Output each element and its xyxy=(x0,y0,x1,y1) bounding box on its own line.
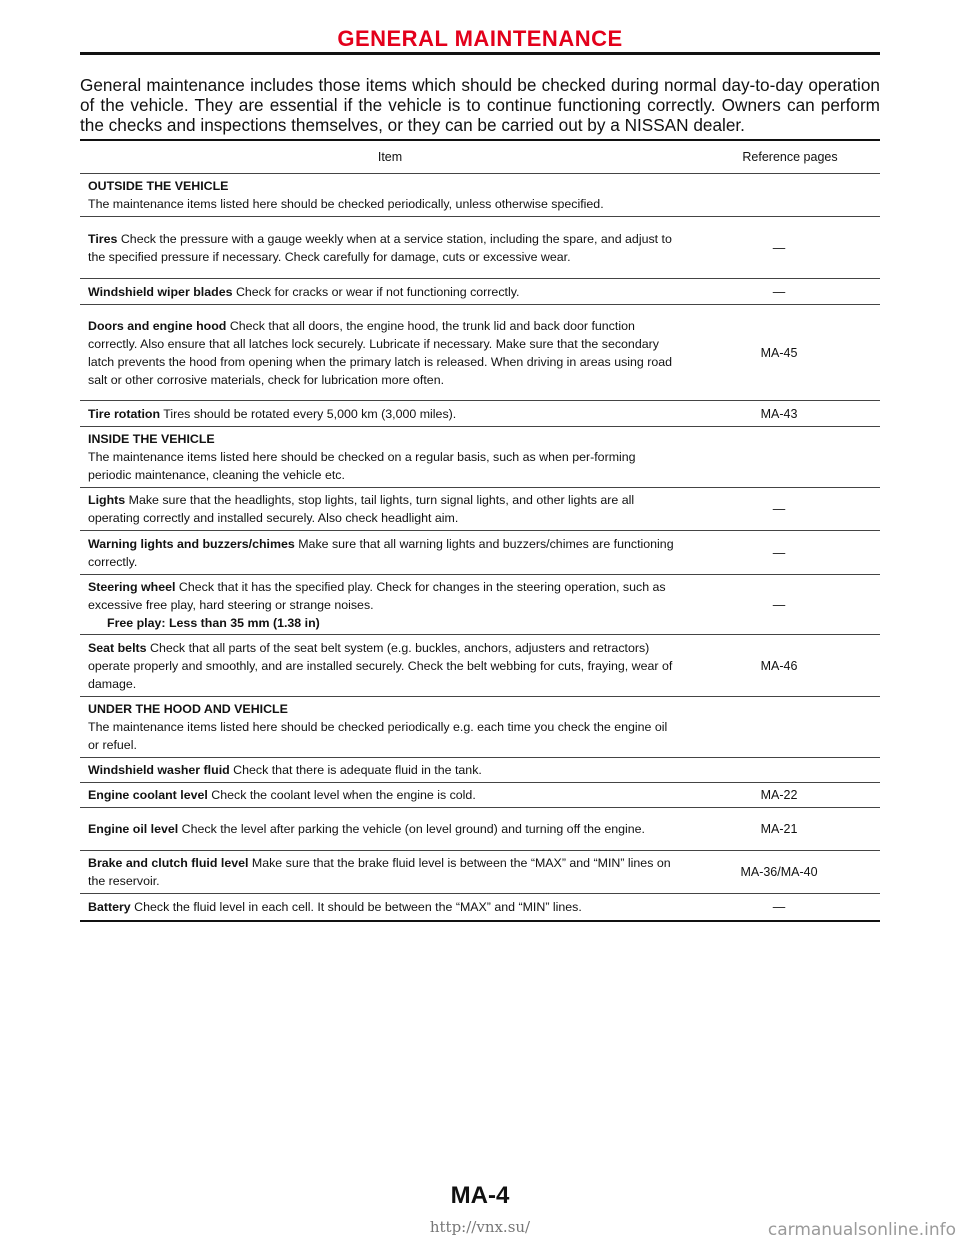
row-label: Windshield wiper blades xyxy=(88,284,233,299)
page-title: GENERAL MAINTENANCE xyxy=(337,26,623,51)
table-row xyxy=(80,427,880,488)
row-item xyxy=(80,177,678,213)
row-label: Engine coolant level xyxy=(88,788,208,802)
table-row xyxy=(80,635,880,697)
row-label: Tires xyxy=(88,231,118,246)
row-label: Battery xyxy=(88,900,131,914)
table-row xyxy=(80,217,880,279)
row-reference: — xyxy=(772,240,786,255)
row-text: Tires should be rotated every 5,000 km (3,000 miles). xyxy=(163,406,457,421)
row-reference: MA-21 xyxy=(760,822,798,836)
row-label: Seat belts xyxy=(88,640,147,655)
row-item xyxy=(80,283,678,301)
row-text: Check that all parts of the seat belt system (e.g. buckles, anchors, adjusters and retractors) operate properly and smoothly, and are installed securely. Check the belt webbing for cuts, fraying, wear of damage. xyxy=(88,640,673,691)
row-reference: MA-46 xyxy=(760,658,798,673)
watermark: carmanualsonline.info xyxy=(767,1220,956,1240)
row-item xyxy=(80,491,678,527)
row-label: Warning lights and buzzers/chimes xyxy=(88,536,295,551)
row-text: Make sure that all warning lights and buzzers/chimes are functioning correctly. xyxy=(88,536,674,569)
row-label: Brake and clutch fluid level xyxy=(88,856,249,870)
row-text: Check the fluid level in each cell. It should be between the “MAX” and “MIN” lines. xyxy=(134,900,582,914)
row-text: Make sure that the headlights, stop lights, tail lights, turn signal lights, and other lights are all operating correctly and installed securely. Also check headlight aim. xyxy=(88,493,635,525)
row-text: The maintenance items listed here should be checked on a regular basis, such as when per-forming periodic maintenance, cleaning the vehicle etc. xyxy=(88,450,636,482)
row-item xyxy=(80,535,678,571)
row-item xyxy=(80,430,678,484)
row-text: The maintenance items listed here should be checked periodically e.g. each time you check the engine oil or refuel. xyxy=(88,720,668,752)
row-item xyxy=(80,700,678,754)
row-reference: — xyxy=(772,502,786,516)
row-reference: — xyxy=(772,545,786,560)
row-reference: MA-43 xyxy=(760,406,798,421)
row-reference: MA-45 xyxy=(760,345,798,360)
row-text: Check the pressure with a gauge weekly when at a service station, including the spare, and adjust to the specified pressure if necessary. Check carefully for damage, cuts or excessive wear. xyxy=(88,231,672,264)
table-row xyxy=(80,758,880,783)
row-text: Check for cracks or wear if not functioning correctly. xyxy=(235,284,520,299)
row-text: Check that it has the specified play. Check for changes in the steering operation, such as excessive free play, hard steering or strange noises. xyxy=(88,579,666,612)
row-item xyxy=(80,405,678,423)
table-row xyxy=(80,697,880,758)
row-label: Tire rotation xyxy=(88,406,161,421)
row-text: Check the level after parking the vehicle (on level ground) and turning off the engine. xyxy=(181,822,645,836)
maintenance-table xyxy=(80,139,880,922)
footer-url-link[interactable]: http://vnx.su/ xyxy=(429,1218,531,1236)
table-header xyxy=(80,141,880,174)
section-heading: OUTSIDE THE VEHICLE xyxy=(88,179,229,193)
row-item xyxy=(80,761,678,779)
row-item xyxy=(80,786,678,804)
row-reference: — xyxy=(772,597,786,612)
table-row xyxy=(80,851,880,894)
row-item xyxy=(80,578,678,632)
table-row xyxy=(80,279,880,305)
row-text: Make sure that the brake fluid level is between the “MAX” and “MIN” lines on the reservoir. xyxy=(88,856,671,888)
row-reference: — xyxy=(772,900,786,914)
row-reference: MA-22 xyxy=(760,788,798,802)
row-text: Check that there is adequate fluid in the tank. xyxy=(233,763,482,777)
column-header-reference: Reference pages xyxy=(742,150,838,164)
section-heading: UNDER THE HOOD AND VEHICLE xyxy=(88,702,288,716)
row-reference: — xyxy=(772,284,786,299)
row-item xyxy=(80,639,678,693)
page-number: MA-4 xyxy=(450,1182,510,1209)
column-header-item: Item xyxy=(377,150,403,164)
row-text: The maintenance items listed here should be checked periodically, unless otherwise specified. xyxy=(88,197,604,211)
intro-paragraph: General maintenance includes those items which should be checked during normal day-to-day operation of the vehicle. They are essential if the vehicle is to continue functioning correctly. Owners can perform the checks and inspections themselves, or they can be carried out by a NISSAN dealer. xyxy=(80,75,880,135)
row-label: Windshield washer fluid xyxy=(88,763,230,777)
row-label: Lights xyxy=(88,493,126,507)
table-row xyxy=(80,575,880,635)
table-row xyxy=(80,488,880,531)
title-divider xyxy=(80,52,880,55)
table-row xyxy=(80,783,880,808)
row-label: Doors and engine hood xyxy=(88,318,227,333)
row-item xyxy=(80,820,678,838)
table-row xyxy=(80,401,880,427)
table-row xyxy=(80,808,880,851)
row-item xyxy=(80,854,678,890)
table-row xyxy=(80,305,880,401)
free-play-spec: Free play: Less than 35 mm (1.38 in) xyxy=(107,615,320,630)
table-row xyxy=(80,894,880,922)
section-heading: INSIDE THE VEHICLE xyxy=(88,432,215,446)
table-row xyxy=(80,174,880,217)
table-row xyxy=(80,531,880,575)
row-reference: MA-36/MA-40 xyxy=(740,865,818,879)
row-item xyxy=(80,230,678,266)
row-text: Check that all doors, the engine hood, the trunk lid and back door function correctly. Also ensure that all latches lock securely. Lubricate if necessary. Make sure that the secondary latch prevents the hood from opening when the primary latch is released. When driving in areas using road salt or other corrosive materials, check for lubrication more often. xyxy=(88,318,673,387)
row-item xyxy=(80,898,678,916)
row-label: Steering wheel xyxy=(88,579,176,594)
row-text: Check the coolant level when the engine is cold. xyxy=(211,788,476,802)
row-label: Engine oil level xyxy=(88,822,179,836)
row-item xyxy=(80,317,678,389)
